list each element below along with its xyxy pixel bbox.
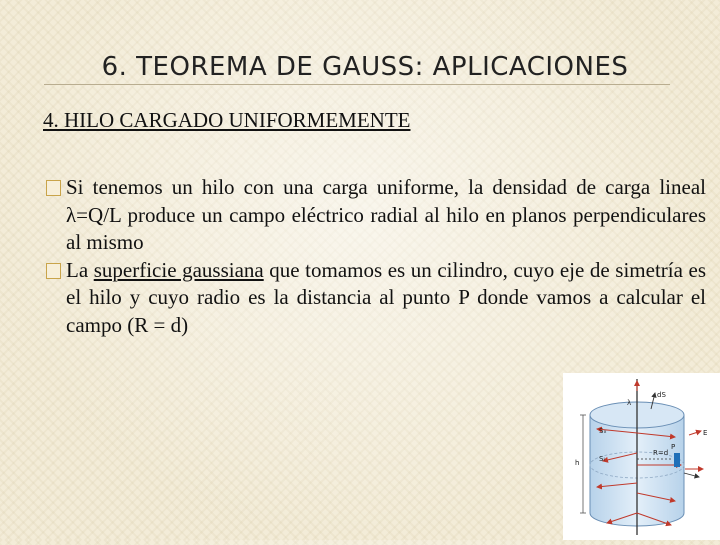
radius-label: R=d (653, 449, 669, 457)
bullet-box-icon (46, 180, 61, 196)
cylinder-diagram (563, 373, 720, 540)
point-label: P (671, 443, 676, 451)
field-label: E (703, 429, 708, 437)
bullet-text-after: que tomamos es un cilindro, cuyo eje de simetría es el hilo y cuyo radio es la distancia al punto P donde vamos a calcular el campo (R = d) (66, 257, 706, 337)
sb-label: Sₓ (599, 427, 607, 435)
point-p-marker (674, 453, 680, 467)
sl-label: Sₗ (599, 455, 605, 463)
ds-vector-side (684, 473, 699, 477)
bullet-list (44, 174, 706, 339)
h-label: h (575, 459, 580, 467)
title-divider (44, 84, 670, 85)
gaussian-cylinder-figure (563, 373, 720, 540)
bullet-item (44, 257, 706, 340)
slide-title: 6. TEOREMA DE GAUSS: APLICACIONES (101, 52, 629, 82)
gaussian-surface-term: superficie gaussiana (93, 257, 264, 282)
bullet-text: Si tenemos un hilo con una carga uniforme, la densidad de carga lineal λ=Q/L produce un campo eléctrico radial al hilo en planos perpendiculares al mismo (66, 175, 706, 254)
bullet-box-icon (46, 263, 61, 279)
bullet-text-before: La (66, 257, 94, 282)
lambda-label: λ (627, 399, 632, 407)
ds-label: dS (657, 391, 666, 399)
bullet-item (44, 174, 706, 257)
section-heading: 4. HILO CARGADO UNIFORMEMENTE (43, 108, 411, 132)
